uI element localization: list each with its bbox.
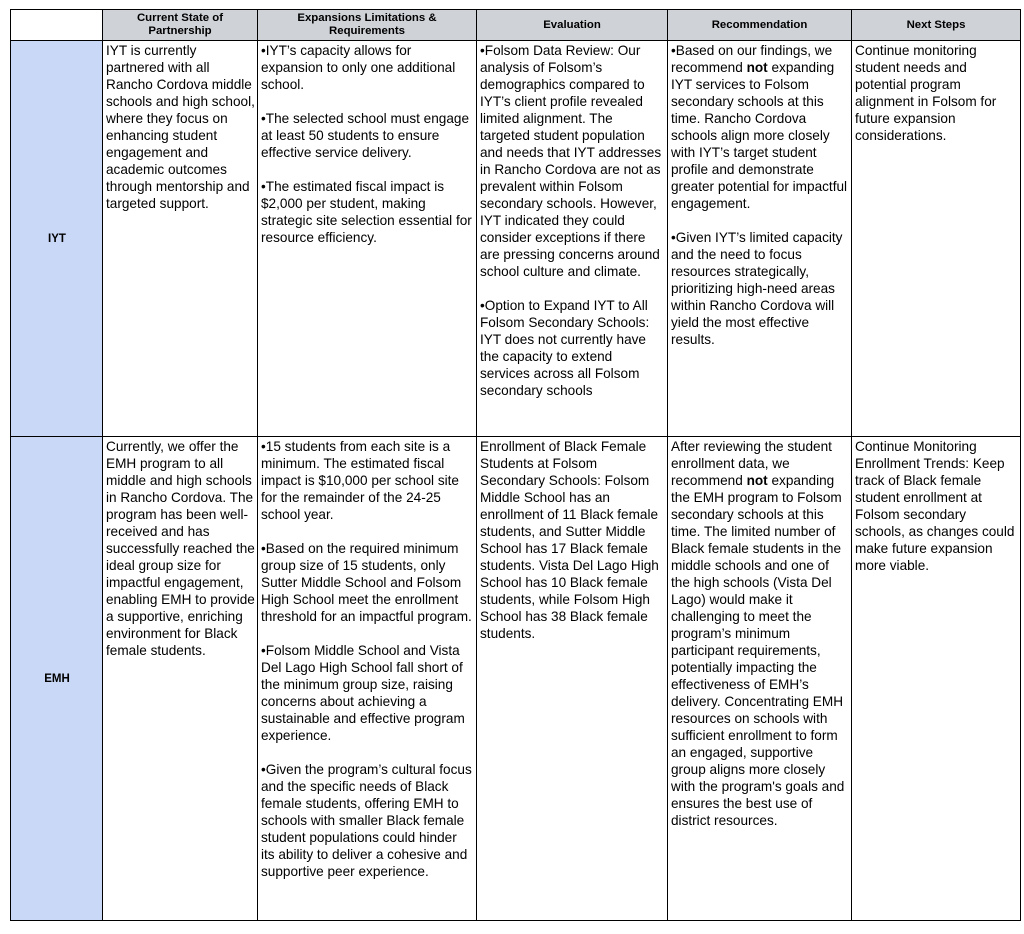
row-label-iyt: IYT bbox=[11, 41, 103, 437]
rec-text: After reviewing the student enrollment data, we recommend bbox=[671, 439, 832, 488]
iyt-recommendation-main bbox=[671, 42, 849, 212]
header-current-state: Current State of Partnership bbox=[103, 10, 258, 41]
rec-emphasis: not bbox=[746, 60, 768, 75]
emh-next-steps: Continue Monitoring Enrollment Trends: Keep track of Black female student enrollment at Folsom secondary schools, as changes could make future expansion more viable. bbox=[852, 437, 1021, 921]
rec-text: expanding the EMH program to Folsom secondary schools at this time. The limited number of Black female students in the middle schools and one of the high schools (Vista Del Lago) would make it challenging to meet the program’s minimum participant requirements, potentially impacting the effectiveness of EMH’s delivery. Concentrating EMH resources on schools with sufficient enrollment to form an engaged, supportive group aligns more closely with the program's goals and ensures the best use of district resources. bbox=[671, 473, 845, 828]
header-expansion: Expansions Limitations & Requirements bbox=[258, 10, 477, 41]
iyt-recommendation bbox=[668, 41, 852, 437]
iyt-evaluation bbox=[477, 41, 668, 437]
iyt-expansion bbox=[258, 41, 477, 437]
iyt-evaluation-item: •Folsom Data Review: Our analysis of Folsom’s demographics compared to IYT’s client profile revealed limited alignment. The targeted student population and needs that IYT addresses in Rancho Cordova are not as prevalent within Folsom secondary schools. However, IYT indicated they could consider exceptions if there are pressing concerns around school culture and climate. bbox=[480, 43, 662, 279]
emh-recommendation bbox=[668, 437, 852, 921]
row-label-emh: EMH bbox=[11, 437, 103, 921]
header-recommendation: Recommendation bbox=[668, 10, 852, 41]
emh-expansion-item: •15 students from each site is a minimum. The estimated fiscal impact is $10,000 per school site for the remainder of the 24-25 school year. bbox=[261, 439, 459, 522]
emh-expansion-item: •Folsom Middle School and Vista Del Lago High School fall short of the minimum group size, raising concerns about achieving a sustainable and effective program experience. bbox=[261, 643, 465, 743]
iyt-next-steps: Continue monitoring student needs and potential program alignment in Folsom for future expansion considerations. bbox=[852, 41, 1021, 437]
iyt-expansion-item: •The selected school must engage at least 50 students to ensure effective service delivery. bbox=[261, 111, 470, 160]
header-row bbox=[11, 10, 1021, 41]
emh-evaluation bbox=[477, 437, 668, 921]
rec-text: expanding IYT services to Folsom secondary schools at this time. Rancho Cordova schools align more closely with IYT’s target student profile and demonstrate greater potential for impactful engagement. bbox=[671, 60, 848, 211]
emh-expansion-item: •Based on the required minimum group size of 15 students, only Sutter Middle School and Folsom High School meet the enrollment threshold for an impactful program. bbox=[261, 541, 472, 624]
iyt-expansion-item: •IYT’s capacity allows for expansion to only one additional school. bbox=[261, 43, 456, 92]
emh-current-state: Currently, we offer the EMH program to all middle and high schools in Rancho Cordova. The program has been well-received and has successfully reached the ideal group size for impactful engagement, enabling EMH to provide a supportive, enriching environment for Black female students. bbox=[103, 437, 258, 921]
emh-expansion bbox=[258, 437, 477, 921]
header-next-steps: Next Steps bbox=[852, 10, 1021, 41]
iyt-current-state: IYT is currently partnered with all Rancho Cordova middle schools and high school, where they focus on enhancing student engagement and academic outcomes through mentorship and targeted support. bbox=[103, 41, 258, 437]
emh-evaluation-item: Enrollment of Black Female Students at Folsom Secondary Schools: Folsom Middle School has an enrollment of 11 Black female students, and Sutter Middle School has 17 Black female students. Vista Del Lago High School has 10 Black female students, while Folsom High School has 38 Black female students. bbox=[480, 439, 659, 641]
table-row-emh bbox=[11, 437, 1021, 921]
header-evaluation: Evaluation bbox=[477, 10, 668, 41]
header-corner bbox=[11, 10, 103, 41]
emh-expansion-item: •Given the program’s cultural focus and the specific needs of Black female students, offering EMH to schools with smaller Black female student populations could hinder its ability to deliver a cohesive and supportive peer experience. bbox=[261, 762, 472, 879]
emh-recommendation-main bbox=[671, 438, 849, 829]
iyt-recommendation-item: •Given IYT’s limited capacity and the need to focus resources strategically, prioritizing high-need areas within Rancho Cordova will yield the most effective results. bbox=[671, 230, 843, 347]
rec-emphasis: not bbox=[746, 473, 768, 488]
iyt-evaluation-item: •Option to Expand IYT to All Folsom Secondary Schools: IYT does not currently have the capacity to extend services across all Folsom secondary schools bbox=[480, 298, 650, 398]
rec-text: •Based on our findings, we recommend bbox=[671, 43, 833, 75]
table-row-iyt bbox=[11, 41, 1021, 437]
iyt-expansion-item: •The estimated fiscal impact is $2,000 per student, making strategic site selection essential for resource efficiency. bbox=[261, 179, 472, 245]
partnership-evaluation-table bbox=[10, 9, 1021, 921]
